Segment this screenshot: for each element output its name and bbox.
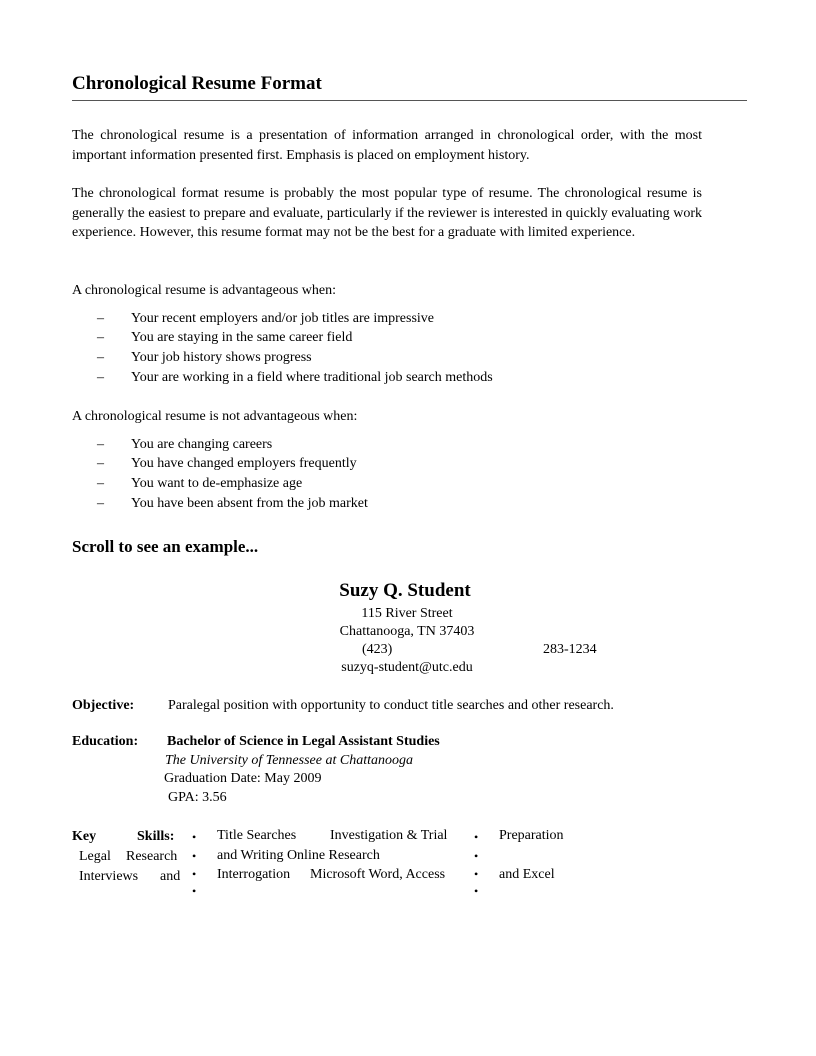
dash-bullet: – [97,350,104,365]
dash-bullet: – [97,476,104,491]
skill-text: Microsoft Word, Access [310,867,446,882]
dash-bullet: – [97,311,104,326]
gpa: GPA: 3.56 [168,790,227,805]
skills-label-skills: Skills: [137,829,175,844]
bullet-icon: • [474,849,479,863]
school: The University of Tennessee at Chattanooga [165,753,413,768]
skills-left-text: Research [126,849,178,864]
scroll-note: Scroll to see an example... [72,537,259,556]
example-phone: 283-1234 [543,642,597,657]
skill-text: and Writing Online Research [217,848,380,863]
dash-bullet: – [97,437,104,452]
objective-text: Paralegal position with opportunity to conduct title searches and other research. [168,698,614,713]
example-city: Chattanooga, TN 37403 [339,624,475,639]
example-name: Suzy Q. Student [339,580,471,601]
bullet-icon: • [192,867,197,881]
example-area-code: (423) [362,642,393,657]
skills-label-key: Key [72,829,97,844]
not-advantageous-lead: A chronological resume is not advantageous when: [72,409,358,424]
skills-left-text: and [160,869,181,884]
dash-bullet: – [97,370,104,385]
intro-paragraph-2: The chronological format resume is probably the most popular type of resume. The chronological resume is generally the easiest to prepare and evaluate, particularly if the reviewer is interested in quickly evaluating work experience. However, this resume format may not be the best for a graduate with limited experience. [72,186,702,240]
dash-bullet: – [97,496,104,511]
not-advantageous-item: You want to de-emphasize age [131,476,303,491]
dash-bullet: – [97,330,104,345]
skill-text: Preparation [499,828,564,843]
bullet-icon: • [474,884,479,898]
degree: Bachelor of Science in Legal Assistant Studies [167,734,440,749]
advantageous-item: Your are working in a field where traditional job search methods [131,370,493,385]
not-advantageous-item: You have been absent from the job market [131,496,368,511]
intro-paragraph-1: The chronological resume is a presentation of information arranged in chronological order, with the most important information presented first. Emphasis is placed on employment history. [72,128,702,163]
title-rule [72,100,747,101]
skill-text: Title Searches [217,828,297,843]
graduation-date: Graduation Date: May 2009 [164,771,322,786]
example-email: suzyq-student@utc.edu [341,660,473,675]
skill-text: Investigation & Trial [330,828,448,843]
bullet-icon: • [474,830,479,844]
skills-left-text: Interviews [79,869,139,884]
skills-left-text: Legal [79,849,111,864]
not-advantageous-item: You have changed employers frequently [131,456,357,471]
objective-label: Objective: [72,698,135,713]
bullet-icon: • [192,830,197,844]
bullet-icon: • [192,849,197,863]
advantageous-item: You are staying in the same career field [131,330,353,345]
advantageous-item: Your recent employers and/or job titles are impressive [131,311,435,326]
dash-bullet: – [97,456,104,471]
skill-text: and Excel [499,867,555,882]
advantageous-item: Your job history shows progress [131,350,312,365]
page-title: Chronological Resume Format [72,73,322,94]
advantageous-lead: A chronological resume is advantageous when: [72,283,336,298]
bullet-icon: • [474,867,479,881]
skill-text: Interrogation [217,867,291,882]
not-advantageous-item: You are changing careers [131,437,273,452]
example-street: 115 River Street [361,606,453,621]
bullet-icon: • [192,884,197,898]
education-label: Education: [72,734,139,749]
